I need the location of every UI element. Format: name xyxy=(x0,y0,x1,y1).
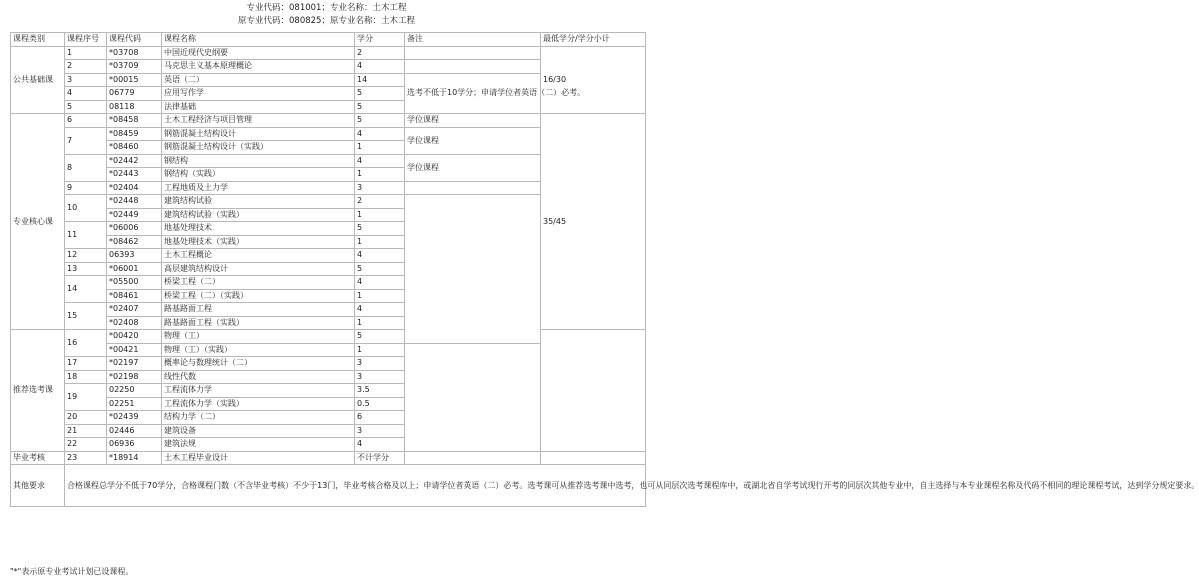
footnote: "*"表示原专业考试计划已设课程。 xyxy=(10,567,134,576)
name-cell: 路基路面工程 xyxy=(162,303,355,317)
note-cell-degree: 学位课程 xyxy=(405,114,541,128)
seq-cell: 5 xyxy=(65,100,107,114)
column-header: 课程代码 xyxy=(107,33,162,47)
column-header: 最低学分/学分小计 xyxy=(541,33,646,47)
seq-cell: 19 xyxy=(65,384,107,411)
credit-cell: 0.5 xyxy=(355,397,405,411)
code-cell: *02442 xyxy=(107,154,162,168)
seq-cell: 10 xyxy=(65,195,107,222)
credit-cell: 3 xyxy=(355,357,405,371)
seq-cell: 6 xyxy=(65,114,107,128)
seq-cell: 17 xyxy=(65,357,107,371)
name-cell: 概率论与数理统计（二） xyxy=(162,357,355,371)
name-cell: 物理（工） xyxy=(162,330,355,344)
table-row xyxy=(11,114,646,128)
code-cell: 02446 xyxy=(107,424,162,438)
code-cell: *03709 xyxy=(107,60,162,74)
table-row xyxy=(11,451,646,465)
table-row xyxy=(11,465,646,507)
note-cell xyxy=(405,195,541,344)
column-header: 学分 xyxy=(355,33,405,47)
seq-cell: 9 xyxy=(65,181,107,195)
code-cell: *00015 xyxy=(107,73,162,87)
credit-cell: 3 xyxy=(355,370,405,384)
note-cell-degree: 学位课程 xyxy=(405,154,541,181)
note-cell xyxy=(405,60,541,74)
code-cell: *02439 xyxy=(107,411,162,425)
column-header: 课程名称 xyxy=(162,33,355,47)
note-cell xyxy=(541,330,646,452)
code-cell: *02404 xyxy=(107,181,162,195)
code-cell: *08460 xyxy=(107,141,162,155)
code-cell: *02449 xyxy=(107,208,162,222)
credit-cell: 5 xyxy=(355,87,405,101)
credit-cell: 2 xyxy=(355,46,405,60)
code-cell: 06393 xyxy=(107,249,162,263)
credit-cell: 1 xyxy=(355,208,405,222)
credit-cell: 4 xyxy=(355,276,405,290)
credit-cell: 6 xyxy=(355,411,405,425)
column-header: 课程类别 xyxy=(11,33,65,47)
code-cell: *06006 xyxy=(107,222,162,236)
seq-cell: 4 xyxy=(65,87,107,101)
column-header: 课程序号 xyxy=(65,33,107,47)
credit-cell: 1 xyxy=(355,168,405,182)
credit-cell: 1 xyxy=(355,316,405,330)
name-cell: 工程流体力学 xyxy=(162,384,355,398)
credit-cell: 5 xyxy=(355,262,405,276)
seq-cell: 15 xyxy=(65,303,107,330)
credit-cell: 4 xyxy=(355,303,405,317)
category-cell: 推荐选考课 xyxy=(11,330,65,452)
seq-cell: 1 xyxy=(65,46,107,60)
code-cell: *06001 xyxy=(107,262,162,276)
credit-cell: 4 xyxy=(355,249,405,263)
name-cell: 桥梁工程（二）（实践） xyxy=(162,289,355,303)
category-cell: 专业核心课 xyxy=(11,114,65,330)
name-cell: 地基处理技术 xyxy=(162,222,355,236)
credit-cell: 5 xyxy=(355,114,405,128)
code-cell: *05500 xyxy=(107,276,162,290)
name-cell: 桥梁工程（二） xyxy=(162,276,355,290)
credit-cell: 1 xyxy=(355,235,405,249)
code-cell: *08458 xyxy=(107,114,162,128)
name-cell: 高层建筑结构设计 xyxy=(162,262,355,276)
category-cell: 公共基础课 xyxy=(11,46,65,114)
name-cell: 法律基础 xyxy=(162,100,355,114)
code-cell: 06779 xyxy=(107,87,162,101)
seq-cell: 3 xyxy=(65,73,107,87)
credit-cell: 14 xyxy=(355,73,405,87)
category-cell: 毕业考核 xyxy=(11,451,65,465)
credit-cell: 3 xyxy=(355,181,405,195)
code-cell: *18914 xyxy=(107,451,162,465)
seq-cell: 14 xyxy=(65,276,107,303)
name-cell: 线性代数 xyxy=(162,370,355,384)
name-cell: 钢结构（实践） xyxy=(162,168,355,182)
credit-cell: 4 xyxy=(355,154,405,168)
name-cell: 钢筋混凝土结构设计（实践） xyxy=(162,141,355,155)
code-cell: 06936 xyxy=(107,438,162,452)
credit-cell: 4 xyxy=(355,127,405,141)
seq-cell: 22 xyxy=(65,438,107,452)
other-requirements-text: 合格课程总学分不低于70学分，合格课程门数（不含毕业考核）不少于13门，毕业考核合格及以上；申请学位者英语（二）必考。选考课可从推荐选考课中选考，也可从同层次选考课程库中，或湖北省自学考试现行开考的同层次其他专业中，自主选择与本专业课程名称及代码不相同的理论课程考试，达到学分规定要求。 xyxy=(65,465,646,507)
seq-cell: 7 xyxy=(65,127,107,154)
credit-cell: 3 xyxy=(355,424,405,438)
name-cell: 建筑设备 xyxy=(162,424,355,438)
name-cell: 路基路面工程（实践） xyxy=(162,316,355,330)
name-cell: 建筑结构试验 xyxy=(162,195,355,209)
category-cell: 其他要求 xyxy=(11,465,65,507)
note-cell-english: 选考不低于10学分；申请学位者英语（二）必考。 xyxy=(405,73,541,114)
name-cell: 钢筋混凝土结构设计 xyxy=(162,127,355,141)
credit-cell: 1 xyxy=(355,289,405,303)
credit-cell: 不计学分 xyxy=(355,451,405,465)
credit-cell: 1 xyxy=(355,141,405,155)
column-header: 备注 xyxy=(405,33,541,47)
seq-cell: 13 xyxy=(65,262,107,276)
code-cell: 08118 xyxy=(107,100,162,114)
code-cell: *02443 xyxy=(107,168,162,182)
name-cell: 钢结构 xyxy=(162,154,355,168)
seq-cell: 12 xyxy=(65,249,107,263)
credit-cell: 4 xyxy=(355,438,405,452)
seq-cell: 11 xyxy=(65,222,107,249)
total-cell: 16/30 xyxy=(541,46,646,114)
name-cell: 英语（二） xyxy=(162,73,355,87)
code-cell: *02408 xyxy=(107,316,162,330)
seq-cell: 20 xyxy=(65,411,107,425)
name-cell: 马克思主义基本原理概论 xyxy=(162,60,355,74)
name-cell: 工程地质及土力学 xyxy=(162,181,355,195)
name-cell: 土木工程毕业设计 xyxy=(162,451,355,465)
code-cell: *00421 xyxy=(107,343,162,357)
code-cell: 02251 xyxy=(107,397,162,411)
name-cell: 物理（工）（实践） xyxy=(162,343,355,357)
credit-cell: 4 xyxy=(355,60,405,74)
seq-cell: 18 xyxy=(65,370,107,384)
code-cell: 02250 xyxy=(107,384,162,398)
seq-cell: 23 xyxy=(65,451,107,465)
code-cell: *02197 xyxy=(107,357,162,371)
credit-cell: 1 xyxy=(355,343,405,357)
note-cell-degree: 学位课程 xyxy=(405,127,541,154)
name-cell: 结构力学（二） xyxy=(162,411,355,425)
name-cell: 土木工程经济与项目管理 xyxy=(162,114,355,128)
code-cell: *08462 xyxy=(107,235,162,249)
code-cell: *08459 xyxy=(107,127,162,141)
note-cell xyxy=(405,46,541,60)
total-cell: 35/45 xyxy=(541,114,646,330)
name-cell: 建筑法规 xyxy=(162,438,355,452)
name-cell: 应用写作学 xyxy=(162,87,355,101)
seq-cell: 21 xyxy=(65,424,107,438)
code-cell: *02448 xyxy=(107,195,162,209)
name-cell: 土木工程概论 xyxy=(162,249,355,263)
code-cell: *02198 xyxy=(107,370,162,384)
name-cell: 工程流体力学（实践） xyxy=(162,397,355,411)
name-cell: 建筑结构试验（实践） xyxy=(162,208,355,222)
credit-cell: 5 xyxy=(355,330,405,344)
credit-cell: 2 xyxy=(355,195,405,209)
table-header-row xyxy=(11,33,646,47)
seq-cell: 2 xyxy=(65,60,107,74)
code-cell: *08461 xyxy=(107,289,162,303)
former-major-code-line: 原专业代码：080825；原专业名称：土木工程 xyxy=(238,16,415,26)
code-cell: *03708 xyxy=(107,46,162,60)
code-cell: *00420 xyxy=(107,330,162,344)
table-row xyxy=(11,46,646,60)
name-cell: 地基处理技术（实践） xyxy=(162,235,355,249)
credit-cell: 3.5 xyxy=(355,384,405,398)
note-cell xyxy=(405,451,541,465)
credit-cell: 5 xyxy=(355,100,405,114)
seq-cell: 16 xyxy=(65,330,107,357)
total-cell xyxy=(541,451,646,465)
curriculum-table xyxy=(10,32,1199,507)
seq-cell: 8 xyxy=(65,154,107,181)
code-cell: *02407 xyxy=(107,303,162,317)
credit-cell: 5 xyxy=(355,222,405,236)
note-cell xyxy=(405,181,541,195)
table-row xyxy=(11,330,646,344)
major-code-line: 专业代码：081001；专业名称：土木工程 xyxy=(246,3,407,13)
name-cell: 中国近现代史纲要 xyxy=(162,46,355,60)
